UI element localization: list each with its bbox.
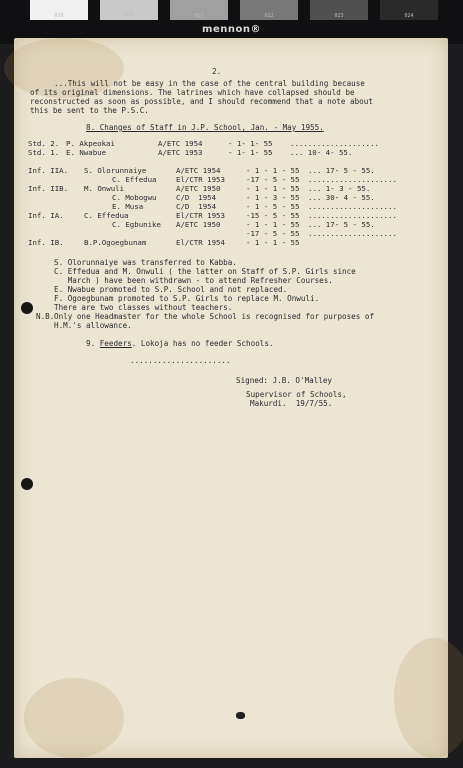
name-cell: E. Musa bbox=[112, 202, 144, 211]
table-row bbox=[28, 166, 375, 175]
qualification-cell: A/ETC 1950 bbox=[176, 184, 221, 193]
section-9-label: Feeders bbox=[99, 339, 132, 348]
note-line: C. Effedua and M. Onwuli ( the latter on Staff of S.P. Girls since bbox=[54, 267, 356, 276]
name-cell: M. Onwuli bbox=[84, 184, 125, 193]
start-date-cell: -17 - 5 - 55 bbox=[246, 229, 300, 238]
end-date-cell: .................... bbox=[308, 202, 397, 211]
paper-stain bbox=[394, 638, 463, 758]
swatch-024: 024 bbox=[380, 0, 438, 20]
start-date-cell: - 1- 1- 55 bbox=[228, 139, 273, 148]
end-date-cell: ... 10- 4- 55. bbox=[290, 148, 353, 157]
intro-line: this be sent to the P.S.C. bbox=[30, 106, 149, 115]
note-line: F. Ogoegbunam promoted to S.P. Girls to replace M. Onwuli. bbox=[54, 294, 320, 303]
intro-line: ...This will not be easy in the case of the central building because bbox=[54, 79, 365, 88]
page-number: 2. bbox=[212, 67, 222, 76]
ink-blot bbox=[236, 712, 245, 719]
note-line: March ) have been withdrawn - to attend Refresher Courses. bbox=[54, 276, 333, 285]
qualification-cell: A/ETC 1950 bbox=[176, 220, 221, 229]
start-date-cell: - 1 - 1 - 55 bbox=[246, 238, 300, 247]
section-9-text: . Lokoja has no feeder Schools. bbox=[131, 339, 274, 348]
end-date-cell: .................... bbox=[308, 175, 397, 184]
name-cell: P. Akpeokai bbox=[66, 139, 115, 148]
note-line: S. Olorunnaiye was transferred to Kabba. bbox=[54, 258, 237, 267]
table-row bbox=[28, 184, 371, 193]
note-line: There are two classes without teachers. bbox=[54, 303, 233, 312]
class-cell: Inf. IIB. bbox=[28, 184, 69, 193]
note-line: H.M.'s allowance. bbox=[54, 321, 132, 330]
qualification-cell: C/D 1954 bbox=[176, 202, 217, 211]
start-date-cell: - 1 - 1 - 55 bbox=[246, 220, 300, 229]
nb-margin-note: N.B. bbox=[36, 312, 55, 321]
class-cell: Inf. IB. bbox=[28, 238, 64, 247]
paper-stain bbox=[24, 678, 124, 758]
name-cell: C. Effedua bbox=[84, 211, 129, 220]
signature-place-date: Makurdi. 19/7/55. bbox=[250, 399, 333, 408]
end-date-cell: ... 17- 5 - 55. bbox=[308, 220, 375, 229]
separator-dots: ...................... bbox=[130, 356, 231, 365]
end-date-cell: .................... bbox=[308, 211, 397, 220]
class-cell: Inf. IA. bbox=[28, 211, 64, 220]
brand-logo: mennon® bbox=[202, 24, 261, 35]
start-date-cell: - 1 - 1 - 55 bbox=[246, 166, 300, 175]
signature-line: Signed: J.B. O'Malley bbox=[236, 376, 333, 385]
note-line: Only one Headmaster for the whole School is recognised for purposes of bbox=[54, 312, 375, 321]
punch-hole bbox=[21, 302, 33, 314]
section-9-number: 9. bbox=[86, 339, 96, 348]
table-row bbox=[28, 175, 397, 184]
end-date-cell: ... 30- 4 - 55. bbox=[308, 193, 375, 202]
swatch-020: 020 bbox=[100, 0, 158, 20]
start-date-cell: - 1 - 3 - 55 bbox=[246, 193, 300, 202]
class-cell: Std. 1. bbox=[28, 148, 60, 157]
qualification-cell: A/ETC 1953 bbox=[158, 148, 203, 157]
table-row bbox=[28, 229, 397, 238]
end-date-cell: ... 1- 3 - 55. bbox=[308, 184, 371, 193]
intro-line: reconstructed as soon as possible, and I should recommend that a note about bbox=[30, 97, 373, 106]
qualification-cell: C/D 1954 bbox=[176, 193, 217, 202]
qualification-cell: El/CTR 1954 bbox=[176, 238, 225, 247]
swatch-023: 023 bbox=[310, 0, 368, 20]
start-date-cell: - 1 - 1 - 55 bbox=[246, 184, 300, 193]
end-date-cell: ... 17- 5 - 55. bbox=[308, 166, 375, 175]
start-date-cell: -15 - 5 - 55 bbox=[246, 211, 300, 220]
end-date-cell: .................... bbox=[290, 139, 379, 148]
name-cell: C. Mobogwu bbox=[112, 193, 157, 202]
start-date-cell: -17 - 5 - 55 bbox=[246, 175, 300, 184]
table-row bbox=[28, 193, 375, 202]
class-cell: Inf. IIA. bbox=[28, 166, 69, 175]
qualification-cell: A/ETC 1954 bbox=[158, 139, 203, 148]
swatch-022: 022 bbox=[240, 0, 298, 20]
table-row bbox=[28, 220, 375, 229]
swatch-019: 019 bbox=[30, 0, 88, 20]
start-date-cell: - 1- 1- 55 bbox=[228, 148, 273, 157]
punch-hole bbox=[21, 478, 33, 490]
table-row bbox=[28, 148, 353, 157]
table-row bbox=[28, 238, 300, 247]
table-row bbox=[28, 139, 379, 148]
qualification-cell: El/CTR 1953 bbox=[176, 175, 225, 184]
name-cell: B.P.Ogoegbunam bbox=[84, 238, 147, 247]
qualification-cell: El/CTR 1953 bbox=[176, 211, 225, 220]
name-cell: C. Effedua bbox=[112, 175, 157, 184]
document-page bbox=[14, 38, 448, 758]
start-date-cell: - 1 - 5 - 55 bbox=[246, 202, 300, 211]
note-line: E. Nwabue promoted to S.P. School and not replaced. bbox=[54, 285, 288, 294]
table-row bbox=[28, 211, 397, 220]
qualification-cell: A/ETC 1954 bbox=[176, 166, 221, 175]
name-cell: S. Olorunnaiye bbox=[84, 166, 147, 175]
table-row bbox=[28, 202, 397, 211]
signature-title: Supervisor of Schools, bbox=[246, 390, 347, 399]
section-8-heading: 8. Changes of Staff in J.P. School, Jan. - May 1955. bbox=[86, 123, 324, 132]
intro-line: of its original dimensions. The latrines which have collapsed should be bbox=[30, 88, 355, 97]
name-cell: C. Egbunike bbox=[112, 220, 161, 229]
section-9 bbox=[86, 340, 273, 348]
end-date-cell: .................... bbox=[308, 229, 397, 238]
name-cell: E. Nwabue bbox=[66, 148, 107, 157]
swatch-021: 021 bbox=[170, 0, 228, 20]
class-cell: Std. 2. bbox=[28, 139, 60, 148]
